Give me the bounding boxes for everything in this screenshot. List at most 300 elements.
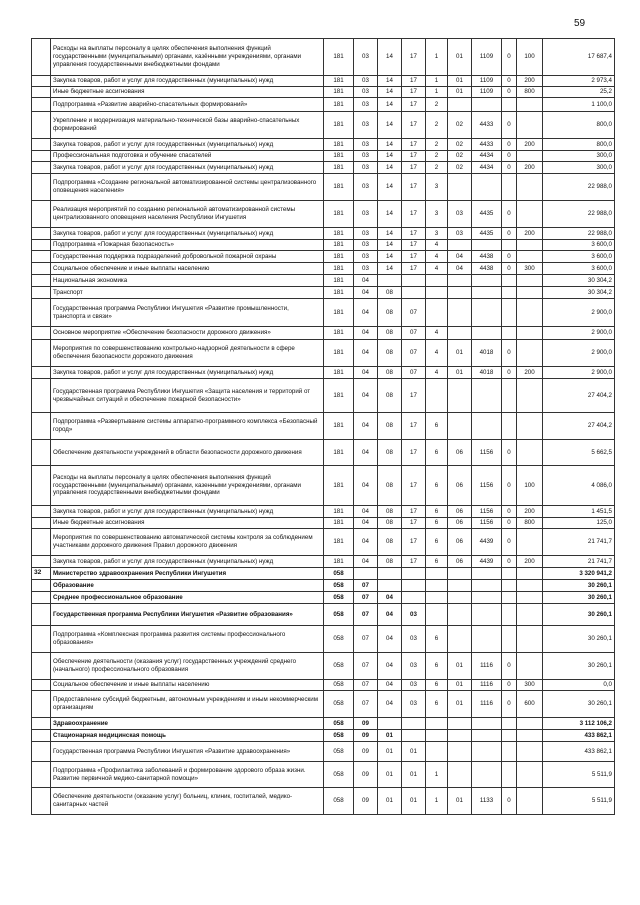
cell-program: [402, 568, 426, 580]
cell-ministry: 058: [324, 604, 354, 626]
cell-activity: [448, 299, 472, 327]
cell-subprogram: 6: [426, 466, 448, 506]
cell-expense-type: [517, 529, 543, 556]
cell-activity: 01: [448, 87, 472, 98]
cell-expense-type: [517, 112, 543, 139]
cell-section: 03: [354, 139, 378, 151]
cell-name: Государственная поддержка подразделений добровольной пожарной охраны: [51, 251, 324, 263]
cell-subprogram: 2: [426, 98, 448, 112]
cell-dir-zero: [502, 174, 517, 201]
cell-amount: 125,0: [543, 518, 615, 529]
cell-activity: [448, 98, 472, 112]
cell-ministry: 181: [324, 112, 354, 139]
cell-direction: 1109: [472, 87, 502, 98]
cell-subsection: 14: [378, 263, 402, 275]
cell-name: Подпрограмма «Развертывание системы аппаратно-программного комплекса «Безопасный город»: [51, 413, 324, 440]
cell-subprogram: 4: [426, 263, 448, 275]
cell-expense-type: [517, 151, 543, 162]
cell-num: [32, 327, 51, 340]
cell-subprogram: [426, 287, 448, 299]
cell-subprogram: [426, 742, 448, 762]
cell-program: 17: [402, 556, 426, 568]
cell-activity: [448, 604, 472, 626]
cell-program: [402, 730, 426, 742]
cell-activity: 06: [448, 506, 472, 518]
cell-dir-zero: 0: [502, 112, 517, 139]
cell-name: Закупка товаров, работ и услуг для государственных (муниципальных) нужд: [51, 139, 324, 151]
cell-section: 04: [354, 466, 378, 506]
cell-subprogram: [426, 299, 448, 327]
cell-program: 17: [402, 76, 426, 87]
cell-activity: 01: [448, 76, 472, 87]
cell-expense-type: [517, 240, 543, 251]
cell-num: [32, 762, 51, 788]
cell-ministry: 058: [324, 653, 354, 680]
cell-section: 09: [354, 742, 378, 762]
cell-amount: 21 741,7: [543, 529, 615, 556]
cell-section: 03: [354, 76, 378, 87]
table-row: [32, 251, 615, 263]
cell-direction: [472, 626, 502, 653]
cell-amount: 2 973,4: [543, 76, 615, 87]
cell-program: 01: [402, 788, 426, 815]
cell-activity: 01: [448, 340, 472, 367]
cell-direction: 4434: [472, 151, 502, 162]
cell-direction: 1156: [472, 440, 502, 466]
table-row: [32, 626, 615, 653]
cell-name: Государственная программа Республики Ингушетия «Развитие промышленности, транспорта и связи»: [51, 299, 324, 327]
cell-ministry: 181: [324, 39, 354, 76]
cell-name: Государственная программа Республики Ингушетия «Развитие здравоохранения»: [51, 742, 324, 762]
cell-section: 07: [354, 604, 378, 626]
cell-subsection: 08: [378, 506, 402, 518]
cell-subsection: 08: [378, 518, 402, 529]
cell-activity: 02: [448, 162, 472, 174]
cell-expense-type: [517, 653, 543, 680]
cell-amount: 5 511,9: [543, 762, 615, 788]
cell-num: [32, 201, 51, 228]
cell-program: 17: [402, 440, 426, 466]
cell-activity: 06: [448, 556, 472, 568]
cell-direction: 1109: [472, 39, 502, 76]
cell-activity: [448, 327, 472, 340]
cell-amount: 22 988,0: [543, 201, 615, 228]
table-row: [32, 691, 615, 718]
cell-subsection: 14: [378, 201, 402, 228]
cell-ministry: 181: [324, 275, 354, 287]
cell-subsection: 14: [378, 76, 402, 87]
cell-subprogram: 1: [426, 788, 448, 815]
cell-expense-type: [517, 174, 543, 201]
cell-amount: 2 900,0: [543, 299, 615, 327]
cell-expense-type: [517, 592, 543, 604]
cell-subsection: [378, 568, 402, 580]
cell-subsection: 14: [378, 87, 402, 98]
cell-ministry: 058: [324, 568, 354, 580]
cell-ministry: 181: [324, 529, 354, 556]
cell-direction: [472, 174, 502, 201]
table-row: [32, 680, 615, 691]
cell-name: Подпрограмма «Пожарная безопасность»: [51, 240, 324, 251]
cell-num: [32, 174, 51, 201]
cell-dir-zero: [502, 742, 517, 762]
cell-ministry: 058: [324, 762, 354, 788]
cell-dir-zero: 0: [502, 340, 517, 367]
cell-ministry: 181: [324, 201, 354, 228]
cell-ministry: 181: [324, 556, 354, 568]
cell-amount: 30 304,2: [543, 287, 615, 299]
cell-subsection: 01: [378, 742, 402, 762]
cell-section: 04: [354, 413, 378, 440]
table-row: [32, 529, 615, 556]
table-row: [32, 76, 615, 87]
cell-num: [32, 518, 51, 529]
cell-dir-zero: 0: [502, 87, 517, 98]
cell-section: 03: [354, 174, 378, 201]
cell-program: 07: [402, 299, 426, 327]
cell-num: [32, 162, 51, 174]
cell-direction: [472, 742, 502, 762]
cell-direction: 4439: [472, 556, 502, 568]
cell-program: 03: [402, 680, 426, 691]
cell-dir-zero: 0: [502, 556, 517, 568]
cell-amount: 1 100,0: [543, 98, 615, 112]
cell-amount: 433 862,1: [543, 730, 615, 742]
cell-program: 03: [402, 626, 426, 653]
cell-name: Закупка товаров, работ и услуг для государственных (муниципальных) нужд: [51, 556, 324, 568]
cell-ministry: 058: [324, 742, 354, 762]
cell-subprogram: 4: [426, 340, 448, 367]
cell-program: 17: [402, 263, 426, 275]
cell-section: 04: [354, 299, 378, 327]
cell-program: 03: [402, 691, 426, 718]
cell-expense-type: 300: [517, 680, 543, 691]
table-row: [32, 287, 615, 299]
cell-subprogram: 6: [426, 691, 448, 718]
table-row: [32, 379, 615, 413]
cell-name: Основное мероприятие «Обеспечение безопасности дорожного движения»: [51, 327, 324, 340]
cell-program: 17: [402, 39, 426, 76]
cell-section: 04: [354, 440, 378, 466]
cell-program: 17: [402, 518, 426, 529]
cell-subsection: 08: [378, 466, 402, 506]
cell-num: [32, 340, 51, 367]
cell-program: 17: [402, 174, 426, 201]
table-row: [32, 201, 615, 228]
cell-activity: [448, 568, 472, 580]
cell-amount: 3 112 106,2: [543, 718, 615, 730]
cell-ministry: 181: [324, 506, 354, 518]
cell-expense-type: 200: [517, 228, 543, 240]
table-row: [32, 568, 615, 580]
cell-program: 17: [402, 139, 426, 151]
cell-expense-type: [517, 98, 543, 112]
cell-program: 01: [402, 762, 426, 788]
cell-name: Министерство здравоохранения Республики Ингушетия: [51, 568, 324, 580]
table-row: [32, 299, 615, 327]
cell-activity: 02: [448, 139, 472, 151]
cell-activity: [448, 413, 472, 440]
cell-section: 03: [354, 263, 378, 275]
cell-expense-type: [517, 340, 543, 367]
cell-name: Закупка товаров, работ и услуг для государственных (муниципальных) нужд: [51, 162, 324, 174]
cell-direction: [472, 299, 502, 327]
cell-num: 32: [32, 568, 51, 580]
cell-dir-zero: 0: [502, 251, 517, 263]
cell-direction: [472, 275, 502, 287]
cell-direction: 1116: [472, 691, 502, 718]
cell-num: [32, 440, 51, 466]
cell-num: [32, 580, 51, 592]
cell-subsection: 04: [378, 626, 402, 653]
cell-direction: 4433: [472, 139, 502, 151]
cell-direction: 4434: [472, 162, 502, 174]
cell-name: Закупка товаров, работ и услуг для государственных (муниципальных) нужд: [51, 506, 324, 518]
cell-direction: 4433: [472, 112, 502, 139]
cell-section: 03: [354, 87, 378, 98]
cell-subsection: 04: [378, 680, 402, 691]
cell-program: 17: [402, 379, 426, 413]
cell-activity: 06: [448, 466, 472, 506]
cell-num: [32, 240, 51, 251]
cell-program: 17: [402, 251, 426, 263]
table-row: [32, 653, 615, 680]
cell-num: [32, 653, 51, 680]
cell-direction: [472, 762, 502, 788]
cell-program: 17: [402, 162, 426, 174]
cell-direction: [472, 379, 502, 413]
cell-num: [32, 730, 51, 742]
cell-dir-zero: 0: [502, 466, 517, 506]
cell-name: Иные бюджетные ассигнования: [51, 518, 324, 529]
table-row: [32, 788, 615, 815]
cell-amount: 22 988,0: [543, 228, 615, 240]
cell-activity: [448, 174, 472, 201]
cell-direction: [472, 604, 502, 626]
cell-ministry: 181: [324, 413, 354, 440]
cell-activity: [448, 592, 472, 604]
cell-amount: 30 260,1: [543, 580, 615, 592]
cell-name: Закупка товаров, работ и услуг для государственных (муниципальных) нужд: [51, 367, 324, 379]
cell-activity: [448, 730, 472, 742]
cell-dir-zero: 0: [502, 680, 517, 691]
cell-direction: 4435: [472, 201, 502, 228]
table-row: [32, 275, 615, 287]
cell-subsection: 14: [378, 174, 402, 201]
cell-ministry: 181: [324, 379, 354, 413]
table-row: [32, 742, 615, 762]
cell-section: 04: [354, 367, 378, 379]
cell-expense-type: [517, 742, 543, 762]
cell-activity: 03: [448, 201, 472, 228]
cell-amount: 0,0: [543, 680, 615, 691]
cell-amount: 3 600,0: [543, 263, 615, 275]
cell-subprogram: [426, 604, 448, 626]
cell-num: [32, 263, 51, 275]
table-row: [32, 556, 615, 568]
cell-program: 17: [402, 201, 426, 228]
cell-direction: 1116: [472, 653, 502, 680]
cell-ministry: 181: [324, 518, 354, 529]
cell-name: Укрепление и модернизация материально-технической базы аварийно-спасательных формирований: [51, 112, 324, 139]
cell-expense-type: [517, 299, 543, 327]
cell-subprogram: 1: [426, 76, 448, 87]
cell-dir-zero: [502, 626, 517, 653]
cell-num: [32, 367, 51, 379]
cell-subprogram: 6: [426, 653, 448, 680]
cell-amount: 22 988,0: [543, 174, 615, 201]
cell-subsection: 04: [378, 691, 402, 718]
cell-program: 07: [402, 340, 426, 367]
cell-subprogram: 6: [426, 680, 448, 691]
cell-direction: 4438: [472, 263, 502, 275]
cell-direction: 1116: [472, 680, 502, 691]
cell-dir-zero: [502, 580, 517, 592]
cell-expense-type: [517, 440, 543, 466]
cell-ministry: 058: [324, 626, 354, 653]
cell-subprogram: 2: [426, 162, 448, 174]
cell-amount: 30 260,1: [543, 691, 615, 718]
cell-dir-zero: 0: [502, 788, 517, 815]
cell-name: Подпрограмма «Создание региональной автоматизированной системы централизованного оповещения населения»: [51, 174, 324, 201]
table-row: [32, 580, 615, 592]
cell-section: 04: [354, 556, 378, 568]
cell-name: Реализация мероприятий по созданию региональной автоматизированной системы централизованного оповещения населения Республики Ингушетия: [51, 201, 324, 228]
cell-amount: 2 900,0: [543, 367, 615, 379]
cell-dir-zero: 0: [502, 39, 517, 76]
cell-activity: [448, 287, 472, 299]
table-row: [32, 440, 615, 466]
cell-activity: 02: [448, 112, 472, 139]
cell-amount: 30 260,1: [543, 592, 615, 604]
cell-amount: 27 404,2: [543, 413, 615, 440]
table-row: [32, 151, 615, 162]
cell-num: [32, 139, 51, 151]
cell-num: [32, 592, 51, 604]
cell-amount: 5 662,5: [543, 440, 615, 466]
cell-dir-zero: 0: [502, 139, 517, 151]
cell-num: [32, 413, 51, 440]
cell-name: Обеспечение деятельности (оказания услуг) государственных учреждений среднего (начального) профессионального образования: [51, 653, 324, 680]
cell-subsection: 14: [378, 98, 402, 112]
cell-expense-type: 200: [517, 139, 543, 151]
cell-amount: 5 511,9: [543, 788, 615, 815]
cell-num: [32, 151, 51, 162]
cell-subprogram: [426, 718, 448, 730]
cell-direction: 4435: [472, 228, 502, 240]
cell-subsection: 14: [378, 112, 402, 139]
cell-section: 09: [354, 788, 378, 815]
table-row: [32, 39, 615, 76]
cell-num: [32, 228, 51, 240]
cell-ministry: 181: [324, 299, 354, 327]
cell-dir-zero: [502, 592, 517, 604]
cell-activity: 01: [448, 680, 472, 691]
cell-name: Мероприятия по совершенствованию автоматической системы контроля за соблюдением участниками дорожного движения Правил дорожного движения: [51, 529, 324, 556]
cell-name: Стационарная медицинская помощь: [51, 730, 324, 742]
cell-dir-zero: 0: [502, 201, 517, 228]
cell-subsection: 14: [378, 251, 402, 263]
cell-amount: 3 320 941,2: [543, 568, 615, 580]
cell-expense-type: 200: [517, 162, 543, 174]
cell-expense-type: 800: [517, 518, 543, 529]
cell-program: 17: [402, 506, 426, 518]
table-row: [32, 604, 615, 626]
cell-subsection: 14: [378, 228, 402, 240]
cell-name: Здравоохранение: [51, 718, 324, 730]
cell-direction: [472, 240, 502, 251]
table-row: [32, 506, 615, 518]
cell-activity: 01: [448, 691, 472, 718]
cell-num: [32, 788, 51, 815]
cell-subsection: 01: [378, 730, 402, 742]
cell-dir-zero: 0: [502, 151, 517, 162]
cell-direction: [472, 98, 502, 112]
cell-section: 07: [354, 691, 378, 718]
cell-dir-zero: [502, 413, 517, 440]
cell-section: 03: [354, 228, 378, 240]
cell-expense-type: [517, 626, 543, 653]
cell-subsection: 04: [378, 604, 402, 626]
cell-subprogram: 2: [426, 112, 448, 139]
cell-ministry: 181: [324, 151, 354, 162]
cell-subsection: 14: [378, 151, 402, 162]
cell-amount: 300,0: [543, 162, 615, 174]
cell-subsection: 01: [378, 762, 402, 788]
cell-ministry: 181: [324, 263, 354, 275]
cell-subprogram: 4: [426, 367, 448, 379]
cell-subprogram: 1: [426, 762, 448, 788]
cell-dir-zero: 0: [502, 529, 517, 556]
cell-name: Иные бюджетные ассигнования: [51, 87, 324, 98]
cell-num: [32, 98, 51, 112]
cell-activity: 03: [448, 228, 472, 240]
cell-subprogram: [426, 275, 448, 287]
cell-dir-zero: 0: [502, 691, 517, 718]
cell-program: [402, 275, 426, 287]
cell-expense-type: [517, 730, 543, 742]
cell-subprogram: 2: [426, 151, 448, 162]
cell-section: 09: [354, 762, 378, 788]
cell-program: 17: [402, 413, 426, 440]
cell-section: 09: [354, 718, 378, 730]
cell-dir-zero: [502, 379, 517, 413]
cell-subsection: 08: [378, 379, 402, 413]
budget-table: [31, 38, 615, 815]
cell-num: [32, 626, 51, 653]
cell-section: 07: [354, 580, 378, 592]
cell-dir-zero: [502, 240, 517, 251]
cell-ministry: 181: [324, 440, 354, 466]
cell-name: Мероприятия по совершенствованию контрольно-надзорной деятельности в сфере обеспечения безопасности дорожного движения: [51, 340, 324, 367]
cell-direction: 1156: [472, 506, 502, 518]
cell-dir-zero: [502, 287, 517, 299]
cell-subsection: [378, 275, 402, 287]
cell-subsection: 08: [378, 529, 402, 556]
cell-subprogram: 2: [426, 139, 448, 151]
cell-program: [402, 580, 426, 592]
cell-section: 03: [354, 240, 378, 251]
cell-name: Среднее профессиональное образование: [51, 592, 324, 604]
cell-ministry: 181: [324, 228, 354, 240]
cell-section: 03: [354, 98, 378, 112]
table-row: [32, 174, 615, 201]
cell-section: [354, 568, 378, 580]
cell-subprogram: [426, 592, 448, 604]
cell-direction: [472, 287, 502, 299]
cell-dir-zero: [502, 568, 517, 580]
cell-activity: 06: [448, 518, 472, 529]
